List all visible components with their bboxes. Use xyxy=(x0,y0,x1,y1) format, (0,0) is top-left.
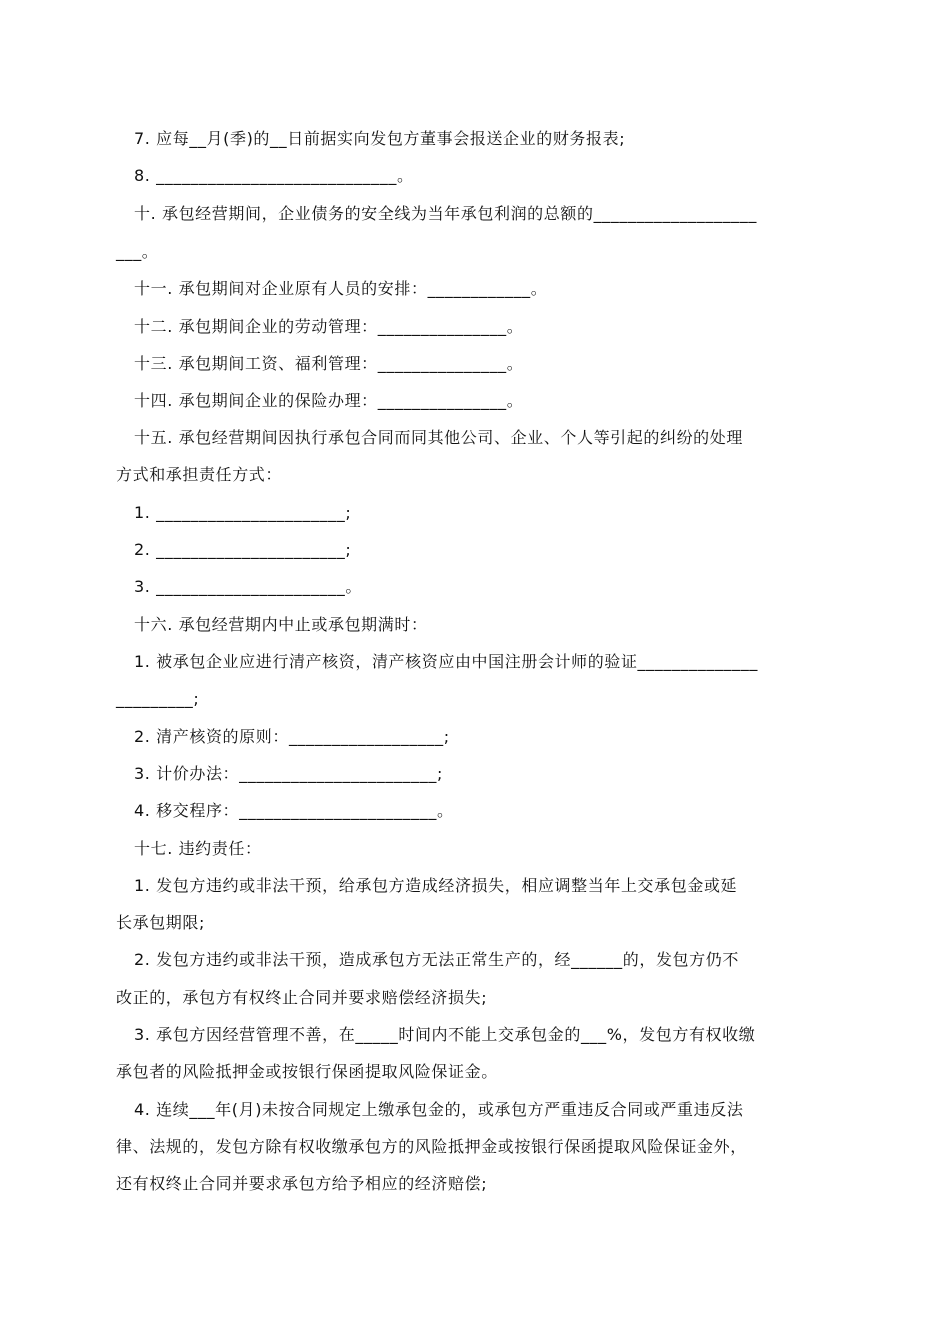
article-16-line: 十六. 承包经营期内中止或承包期满时： xyxy=(134,615,428,634)
article-16-item-1-line-2: _________; xyxy=(116,689,200,708)
article-17-item-4-line-2: 律、法规的，发包方除有权收缴承包方的风险抵押金或按银行保函提取风险保证金外， xyxy=(116,1137,747,1156)
article-15-item-2: 2. ______________________; xyxy=(134,540,352,559)
article-16-item-3: 3. 计价办法：_______________________; xyxy=(134,764,443,783)
article-17-item-3-line-1: 3. 承包方因经营管理不善，在_____时间内不能上交承包金的___%，发包方有权收缴 xyxy=(134,1025,756,1044)
article-14-line: 十四. 承包期间企业的保险办理：_______________。 xyxy=(134,391,524,410)
article-17-item-2-line-2: 改正的，承包方有权终止合同并要求赔偿经济损失; xyxy=(116,988,488,1007)
article-13-line: 十三. 承包期间工资、福利管理：_______________。 xyxy=(134,354,524,373)
article-17-item-4-line-1: 4. 连续___年(月)未按合同规定上缴承包金的，或承包方严重违反合同或严重违反法 xyxy=(134,1100,744,1119)
article-15-item-1: 1. ______________________; xyxy=(134,503,352,522)
article-17-item-1-line-1: 1. 发包方违约或非法干预，给承包方造成经济损失，相应调整当年上交承包金或延 xyxy=(134,876,738,895)
article-17-item-3-line-2: 承包者的风险抵押金或按银行保函提取风险保证金。 xyxy=(116,1062,498,1081)
article-10-line-1: 十. 承包经营期间，企业债务的安全线为当年承包利润的总额的___________________ xyxy=(134,204,757,223)
article-15-line-2: 方式和承担责任方式： xyxy=(116,465,283,484)
article-16-item-4: 4. 移交程序：_______________________。 xyxy=(134,801,454,820)
article-11-line: 十一. 承包期间对企业原有人员的安排：____________。 xyxy=(134,279,548,298)
article-17-line: 十七. 违约责任： xyxy=(134,839,262,858)
article-15-line-1: 十五. 承包经营期间因执行承包合同而同其他公司、企业、个人等引起的纠纷的处理 xyxy=(134,428,743,447)
article-15-item-3: 3. ______________________。 xyxy=(134,577,362,596)
clause-8-line: 8. ____________________________。 xyxy=(134,166,414,185)
article-17-item-1-line-2: 长承包期限; xyxy=(116,913,205,932)
article-17-item-4-line-3: 还有权终止合同并要求承包方给予相应的经济赔偿; xyxy=(116,1174,488,1193)
clause-7-line: 7. 应每__月(季)的__日前据实向发包方董事会报送企业的财务报表; xyxy=(134,129,626,148)
article-17-item-2-line-1: 2. 发包方违约或非法干预，造成承包方无法正常生产的，经______的，发包方仍不 xyxy=(134,950,739,969)
article-10-line-2: ___。 xyxy=(116,242,159,261)
article-16-item-2: 2. 清产核资的原则：__________________; xyxy=(134,727,450,746)
article-12-line: 十二. 承包期间企业的劳动管理：_______________。 xyxy=(134,317,524,336)
article-16-item-1-line-1: 1. 被承包企业应进行清产核资，清产核资应由中国注册会计师的验证______________ xyxy=(134,652,758,671)
